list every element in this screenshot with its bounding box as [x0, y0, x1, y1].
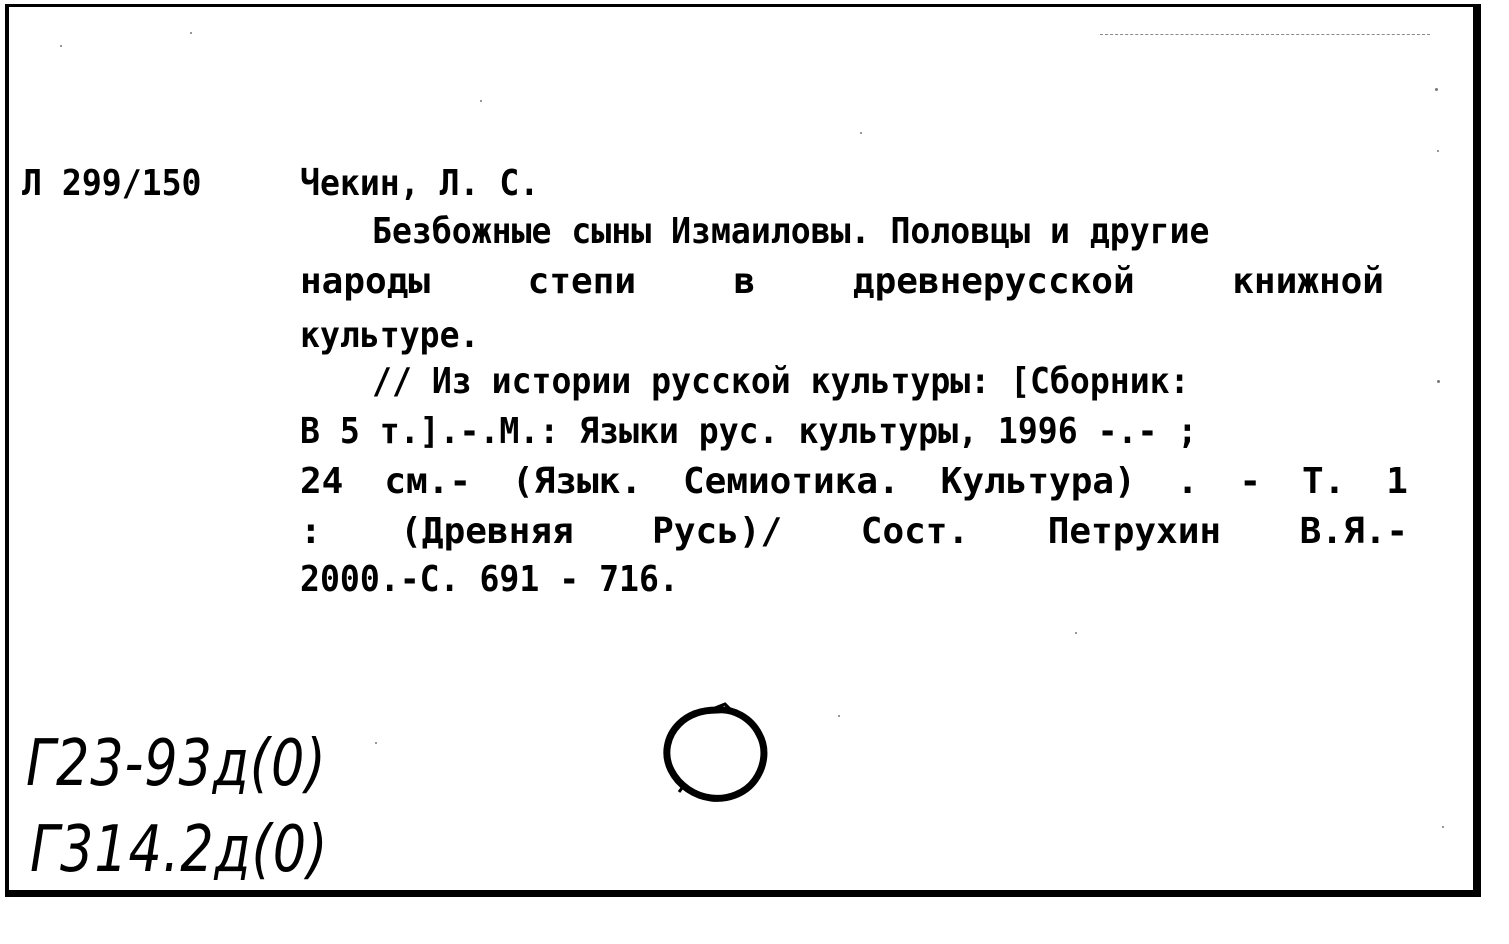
source-line-1: // Из истории русской культуры: [Сборник: [372, 361, 1190, 402]
word: Петрухин [1047, 511, 1222, 552]
word: Семиотика. [682, 461, 900, 502]
word: Сост. [860, 511, 970, 552]
word: . [1176, 461, 1199, 502]
word: Русь)/ [652, 511, 783, 552]
word: Культура) [940, 461, 1136, 502]
speck [838, 715, 840, 717]
speck [1075, 632, 1077, 634]
source-line-5: 2000.-С. 691 - 716. [300, 559, 679, 600]
word: 1 [1386, 461, 1408, 502]
speck [1435, 88, 1438, 91]
speck [1442, 826, 1444, 828]
speck [375, 742, 377, 744]
word: народы [300, 261, 431, 302]
word: древнерусской [852, 261, 1135, 302]
title-line-3: культуре. [300, 315, 480, 356]
title-line-2 [300, 261, 1384, 302]
speck [480, 100, 482, 102]
scan-artifact-top [1100, 34, 1430, 35]
source-line-4 [300, 511, 1408, 552]
word: 24 [300, 461, 344, 502]
word: см.- [384, 461, 472, 502]
title-line-1: Безбожные сыны Измаиловы. Половцы и другие [372, 211, 1210, 252]
speck [1437, 150, 1439, 152]
speck [190, 32, 192, 34]
word: (Древняя [400, 511, 574, 552]
speck [1437, 380, 1440, 383]
source-line-3 [300, 461, 1408, 502]
word: Т. [1301, 461, 1346, 502]
punch-hole-icon [655, 700, 775, 810]
speck [60, 45, 62, 47]
word: - [1239, 461, 1262, 502]
word: в [733, 261, 756, 302]
speck [860, 132, 862, 134]
word: : [300, 511, 322, 552]
word: (Язык. [511, 461, 643, 502]
word: книжной [1232, 261, 1384, 302]
word: В.Я.- [1299, 511, 1408, 552]
author: Чекин, Л. С. [300, 163, 540, 204]
handwritten-code-1: Г23-93д(0) [26, 727, 327, 801]
handwritten-code-2: Г314.2д(0) [30, 813, 329, 887]
call-number: Л 299/150 [22, 163, 202, 204]
word: степи [527, 261, 637, 302]
source-line-2: В 5 т.].-.М.: Языки рус. культуры, 1996 -.- ; [300, 411, 1198, 452]
